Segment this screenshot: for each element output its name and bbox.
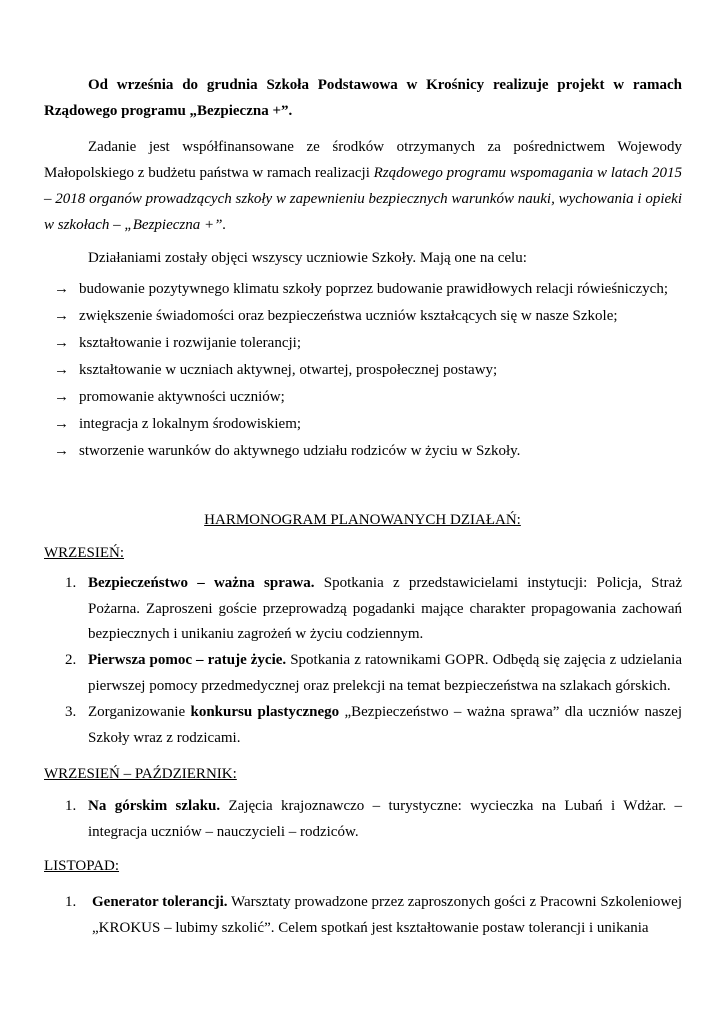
arrow-icon: → — [54, 335, 69, 351]
arrow-icon: → — [54, 281, 69, 297]
item-number: 3. — [65, 704, 77, 720]
item-text: Spotkania z ratownikami GOPR. Odbędą się zajęcia z udzielania pierwszej pomocy przedmedycznej oraz prelekcji na temat bezpieczeństwa na szlakach górskich. — [88, 652, 682, 694]
arrow-icon: → — [54, 389, 69, 405]
item-title: Pierwsza pomoc – ratuje życie. — [88, 652, 287, 668]
goal-text: promowanie aktywności uczniów; — [79, 389, 285, 405]
funding-paragraph — [44, 134, 682, 238]
item-text: Warsztaty prowadzone przez zaproszonych gości z Pracowni Szkoleniowej „KROKUS – lubimy szkolić”. Celem spotkań jest kształtowanie postaw tolerancji i unikania — [92, 894, 682, 936]
list-item — [54, 303, 694, 330]
goal-text: kształtowanie i rozwijanie tolerancji; — [79, 335, 301, 351]
funding-text: Zadanie jest współfinansowane ze środków otrzymanych za pośrednictwem Wojewody Małopolskiego z budżetu państwa w ramach realizacji — [44, 139, 682, 181]
arrow-icon: → — [54, 308, 69, 324]
goal-text: budowanie pozytywnego klimatu szkoły poprzez budowanie prawidłowych relacji rówieśniczych; — [79, 281, 668, 297]
item-number: 1. — [65, 798, 77, 814]
month-heading-september: WRZESIEŃ: — [44, 545, 124, 561]
item-title: Bezpieczeństwo – ważna sprawa. — [88, 575, 315, 591]
list-item — [65, 571, 682, 648]
list-item — [54, 411, 694, 438]
item-text: Zajęcia krajoznawczo – turystyczne: wycieczka na Lubań i Wdżar. – integracja uczniów – nauczycieli – rodziców. — [88, 798, 682, 840]
goal-text: kształtowanie w uczniach aktywnej, otwartej, prospołecznej postawy; — [79, 362, 498, 378]
goals-intro: Działaniami zostały objęci wszyscy uczniowie Szkoły. Mają one na celu: — [88, 250, 527, 266]
item-title: Na górskim szlaku. — [88, 798, 221, 814]
list-item — [54, 276, 694, 303]
item-text: Spotkania z przedstawicielami instytucji: Policja, Straż Pożarna. Zaproszeni goście przeprowadzą pogadanki mające charakter propagowania zachowań bezpiecznych i unikaniu zagrożeń w życiu codziennym. — [88, 575, 682, 642]
list-item — [65, 890, 682, 941]
schedule-title: HARMONOGRAM PLANOWANYCH DZIAŁAŃ: — [204, 512, 521, 528]
item-number: 1. — [65, 894, 77, 910]
month-heading-september-october: WRZESIEŃ – PAŹDZIERNIK: — [44, 766, 237, 782]
program-name: Rządowego programu wspomagania w latach 2015 – 2018 organów prowadzących szkoły w zapewnieniu bezpiecznych warunków nauki, wychowania i opieki w szkołach – „Bezpieczna +”. — [44, 165, 682, 233]
list-item — [54, 438, 694, 465]
list-item — [65, 794, 682, 845]
arrow-icon: → — [54, 362, 69, 378]
list-item — [65, 700, 682, 751]
month-heading-november: LISTOPAD: — [44, 858, 120, 874]
item-text-pre: Zorganizowanie — [88, 704, 191, 720]
list-item — [54, 330, 694, 357]
item-title: Generator tolerancji. — [92, 894, 228, 910]
arrow-icon: → — [54, 416, 69, 432]
list-item — [65, 648, 682, 699]
goals-list — [54, 276, 694, 465]
item-number: 1. — [65, 575, 77, 591]
goal-text: zwiększenie świadomości oraz bezpieczeństwa uczniów kształcących się w nasze Szkole; — [79, 308, 618, 324]
item-text: „Bezpieczeństwo – ważna sprawa” dla uczniów naszej Szkoły wraz z rodzicami. — [88, 704, 682, 746]
arrow-icon: → — [54, 443, 69, 459]
goal-text: stworzenie warunków do aktywnego udziału rodziców w życiu w Szkoły. — [79, 443, 521, 459]
intro-paragraph: Od września do grudnia Szkoła Podstawowa w Krośnicy realizuje projekt w ramach Rządowego programu „Bezpieczna +”. — [44, 77, 682, 119]
list-item — [54, 357, 694, 384]
list-item — [54, 384, 694, 411]
item-title: konkursu plastycznego — [190, 704, 340, 720]
goal-text: integracja z lokalnym środowiskiem; — [79, 416, 302, 432]
item-number: 2. — [65, 652, 77, 668]
